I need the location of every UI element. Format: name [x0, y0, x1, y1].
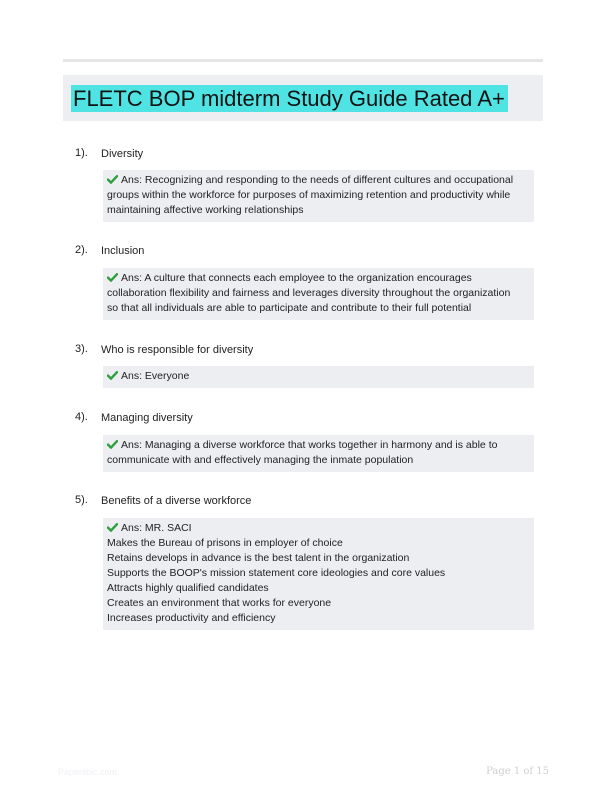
check-icon [107, 439, 118, 448]
question-text: Benefits of a diverse workforce [101, 495, 252, 507]
answer-line [107, 521, 528, 536]
answer-line [107, 369, 528, 384]
answer-line: Supports the BOOP's mission statement core ideologies and core values [107, 567, 446, 579]
watermark-text: Paperlibic.com [58, 767, 118, 777]
question-number: 3). [75, 343, 88, 355]
answer-box [103, 435, 534, 472]
answer-line: maintaining affective working relationships [107, 204, 304, 216]
answer-line: Creates an environment that works for everyone [107, 597, 332, 609]
question-number: 4). [75, 411, 88, 423]
answer-box [103, 366, 534, 388]
answer-line: Increases productivity and efficiency [107, 612, 276, 624]
answer-line-text: Ans: A culture that connects each employee to the organization encourages [121, 272, 472, 284]
answer-line: communicate with and effectively managing the inmate population [107, 454, 414, 466]
check-icon [107, 522, 118, 531]
answer-line [107, 438, 528, 453]
answer-line: Retains develops in advance is the best talent in the organization [107, 552, 410, 564]
answer-line-text: Ans: MR. SACI [121, 522, 192, 534]
answer-line-text: Ans: Managing a diverse workforce that works together in harmony and is able to [121, 439, 498, 451]
answer-box [103, 518, 534, 630]
check-icon [107, 272, 118, 281]
top-divider [63, 59, 543, 62]
check-icon [107, 370, 118, 379]
answer-line: collaboration flexibility and fairness and leverages diversity throughout the organization [107, 287, 511, 299]
answer-line: so that all individuals are able to participate and contribute to their full potential [107, 302, 472, 314]
check-icon [107, 174, 118, 183]
answer-line [107, 173, 528, 188]
answer-line-text: Ans: Recognizing and responding to the needs of different cultures and occupational [121, 174, 514, 186]
page-indicator: Page 1 of 15 [486, 766, 549, 777]
document-title: FLETC BOP midterm Study Guide Rated A+ [71, 85, 508, 112]
question-number: 5). [75, 494, 88, 506]
answer-line [107, 271, 528, 286]
answer-box [103, 170, 534, 222]
question-number: 2). [75, 244, 88, 256]
question-number: 1). [75, 147, 88, 159]
question-text: Who is responsible for diversity [101, 344, 254, 356]
question-text: Inclusion [101, 245, 145, 257]
answer-line: Attracts highly qualified candidates [107, 582, 269, 594]
answer-box [103, 268, 534, 320]
answer-line-text: Ans: Everyone [121, 370, 190, 382]
question-text: Diversity [101, 148, 144, 160]
question-text: Managing diversity [101, 412, 193, 424]
answer-line: groups within the workforce for purposes of maximizing retention and productivity while [107, 189, 511, 201]
answer-line: Makes the Bureau of prisons in employer of choice [107, 537, 343, 549]
title-banner [63, 75, 543, 121]
